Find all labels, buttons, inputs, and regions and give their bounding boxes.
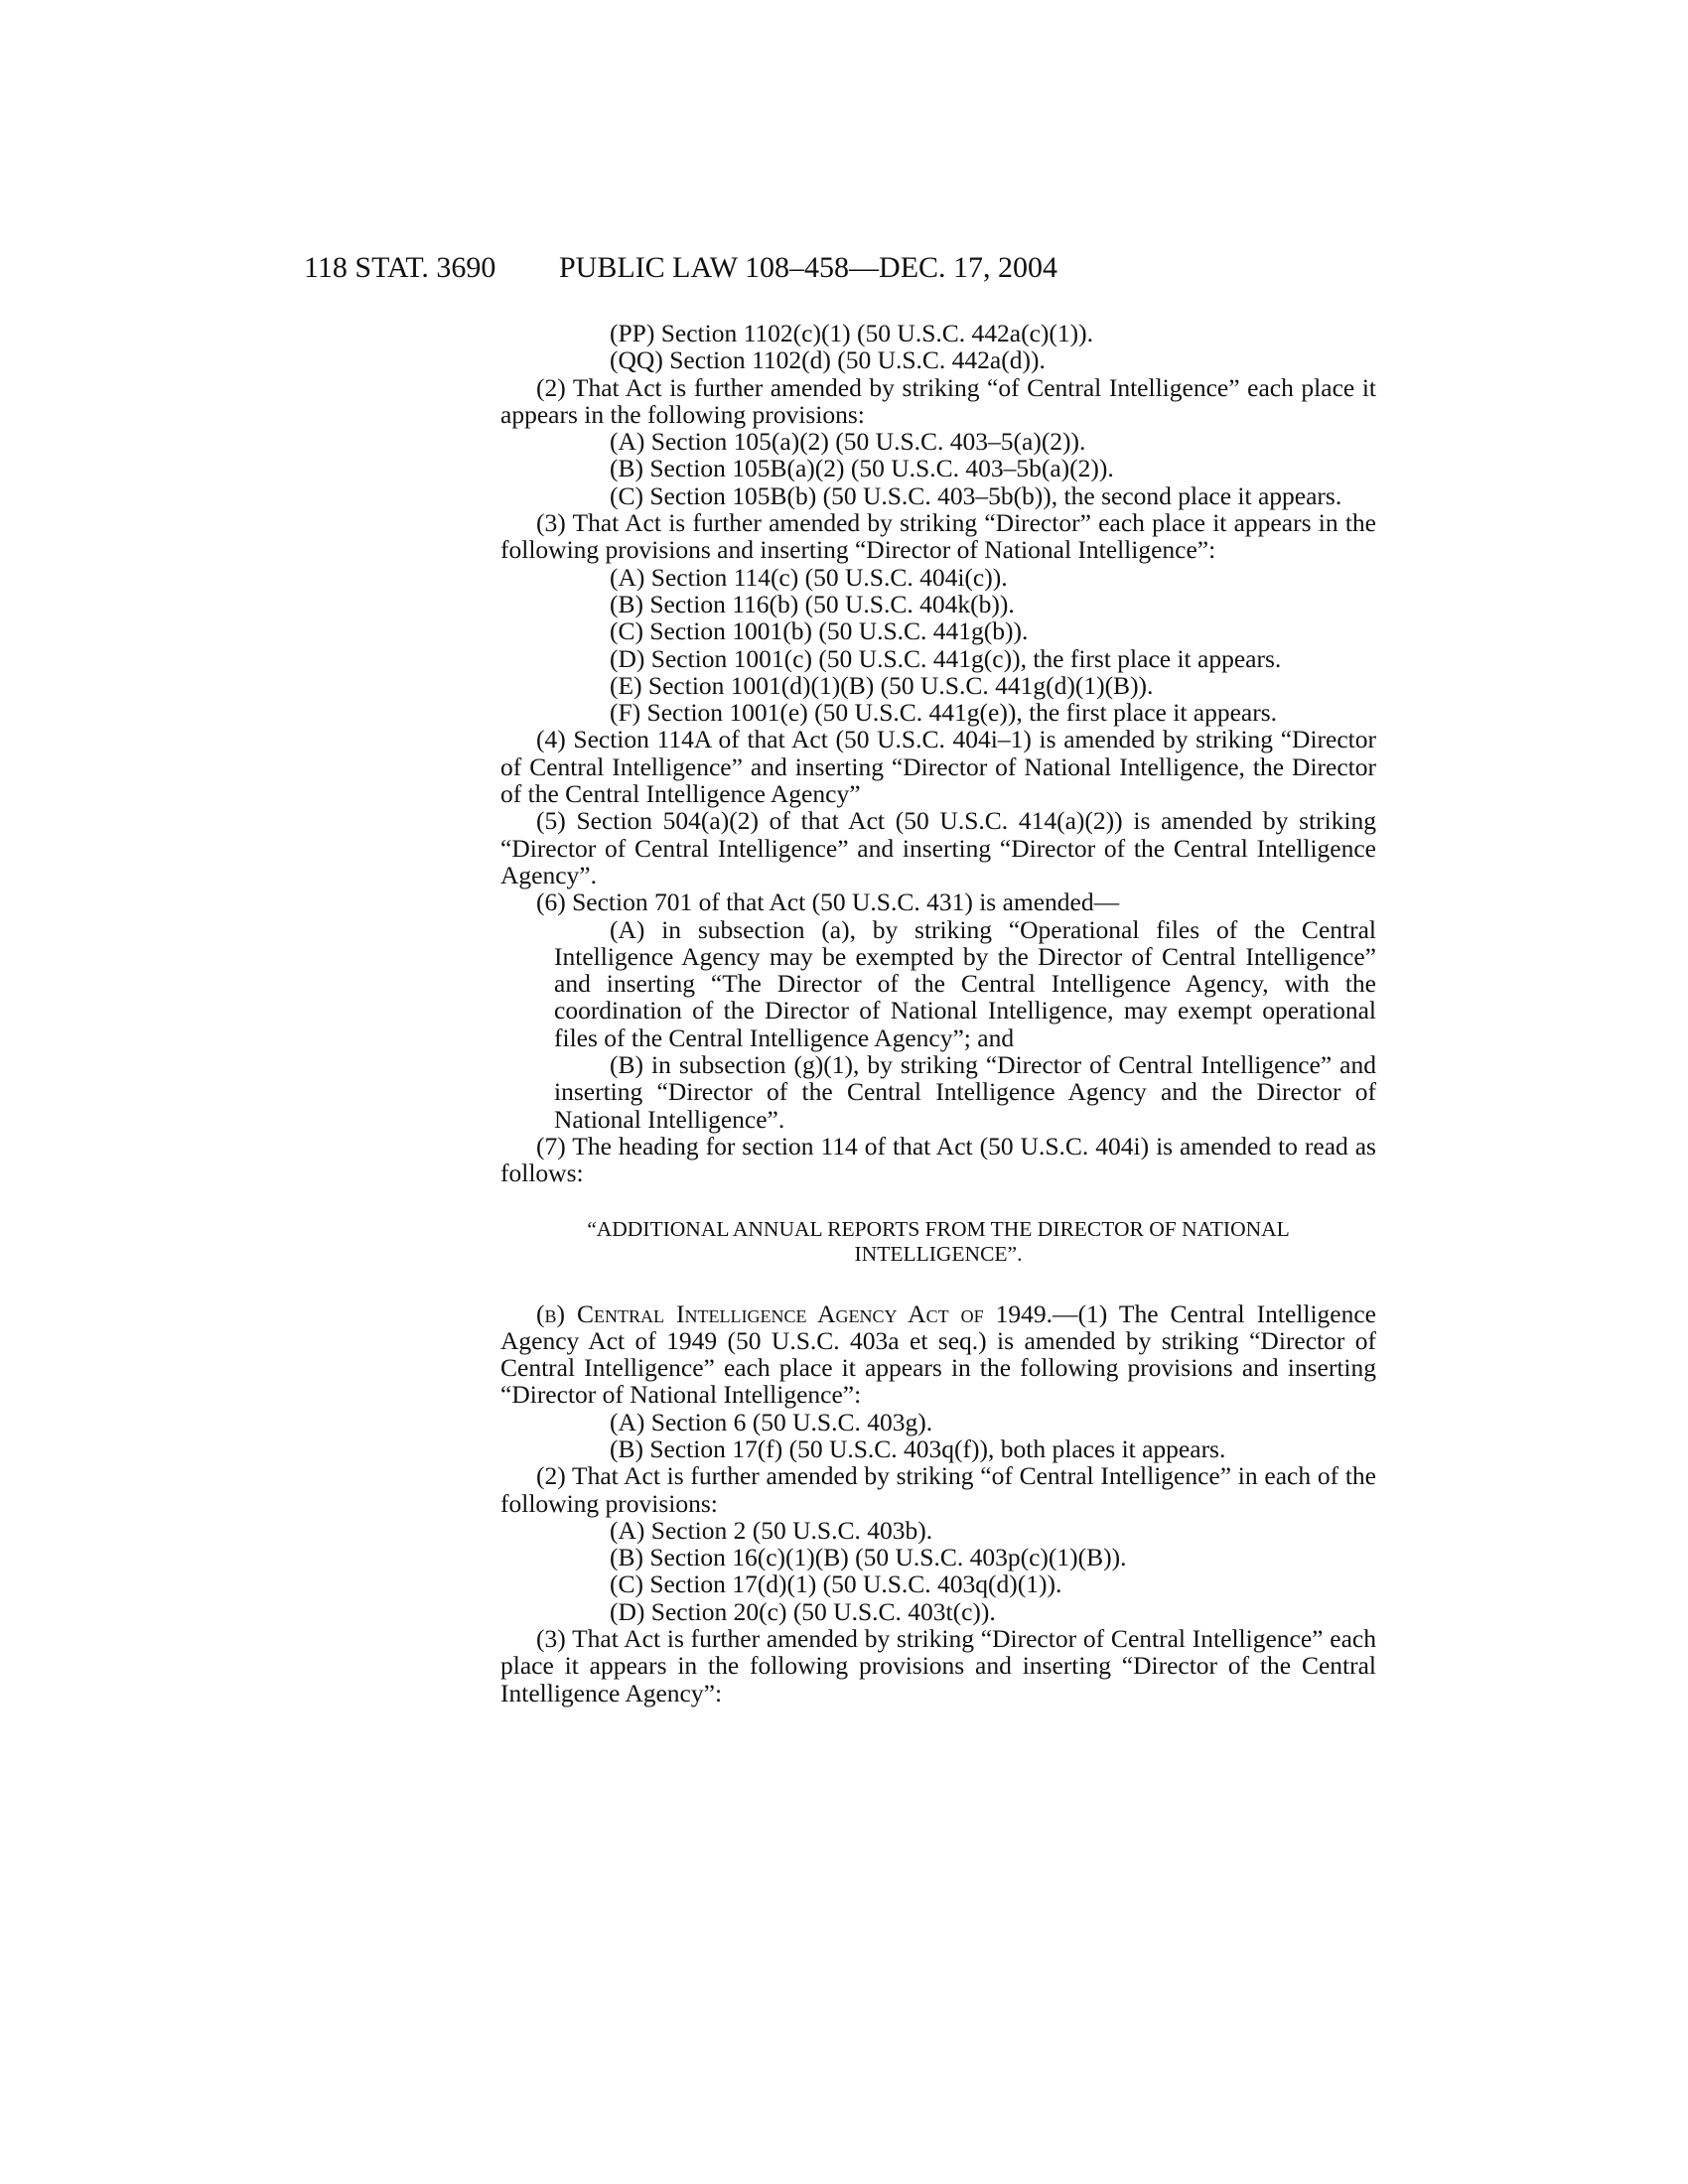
paragraph-b2-D: (D) Section 20(c) (50 U.S.C. 403t(c)). [610,1596,996,1626]
paragraph-a5: (5) Section 504(a)(2) of that Act (50 U.S.C. 414(a)(2)) is amended by striking “Director of Central Intelligence” and inserting “Director of the Central Intelligence Agency”. [500,806,1376,889]
paragraph-b1-A: (A) Section 6 (50 U.S.C. 403g). [610,1407,933,1436]
document-body [500,320,1376,1706]
paragraph-a6-B: (B) in subsection (g)(1), by striking “Director of Central Intelligence” and inserting “Director of the Central Intelligence Agency and the Director of National Intelligence”. [554,1050,1376,1134]
paragraph-a2: (2) That Act is further amended by striking “of Central Intelligence” each place it appears in the following provisions: [500,372,1376,429]
paragraph-a2-B: (B) Section 105B(a)(2) (50 U.S.C. 403–5b(a)(2)). [610,454,1114,483]
paragraph-pp: (PP) Section 1102(c)(1) (50 U.S.C. 442a(c)(1)). [610,319,1093,347]
paragraph-a3: (3) That Act is further amended by striking “Director” each place it appears in the following provisions and inserting “Director of National Intelligence”: [500,508,1376,565]
statute-page-reference: 118 STAT. 3690 [304,251,496,284]
paragraph-a6: (6) Section 701 of that Act (50 U.S.C. 431) is amended— [536,887,1120,917]
section-heading-quote: “ADDITIONAL ANNUAL REPORTS FROM THE DIRECTOR OF NATIONAL INTELLIGENCE”. [587,1216,1290,1266]
paragraph-a6-A: (A) in subsection (a), by striking “Operational files of the Central Intelligence Agency may be exempted by the Director of Central Intelligence” and inserting “The Director of the Central Intelligence Agency, with the coordination of the Director of National Intelligence, may exempt operational files of the Central Intelligence Agency”; and [554,914,1376,1052]
paragraph-a4: (4) Section 114A of that Act (50 U.S.C. 404i–1) is amended by striking “Director of Central Intelligence” and inserting “Director of National Intelligence, the Director of the Central Intelligence Agency” [500,725,1376,809]
paragraph-a2-A: (A) Section 105(a)(2) (50 U.S.C. 403–5(a)(2)). [610,427,1086,457]
paragraph-b3: (3) That Act is further amended by striking “Director of Central Intelligence” each place it appears in the following provisions and inserting “Director of the Central Intelligence Agency”: [500,1624,1376,1707]
paragraph-a3-D: (D) Section 1001(c) (50 U.S.C. 441g(c)), the first place it appears. [610,643,1282,673]
law-title-running-head: PUBLIC LAW 108–458—DEC. 17, 2004 [559,251,1058,284]
paragraph-qq: (QQ) Section 1102(d) (50 U.S.C. 442a(d)). [610,345,1046,375]
paragraph-b2: (2) That Act is further amended by striking “of Central Intelligence” in each of the following provisions: [500,1461,1376,1518]
paragraph-a7: (7) The heading for section 114 of that Act (50 U.S.C. 404i) is amended to read as follows: [500,1131,1376,1188]
paragraph-b1 [500,1300,1376,1409]
paragraph-a2-C: (C) Section 105B(b) (50 U.S.C. 403–5b(b)), the second place it appears. [610,480,1342,510]
paragraph-a3-C: (C) Section 1001(b) (50 U.S.C. 441g(b)). [610,616,1029,646]
paragraph-b2-C: (C) Section 17(d)(1) (50 U.S.C. 403q(d)(1)). [610,1570,1062,1599]
paragraph-a3-F: (F) Section 1001(e) (50 U.S.C. 441g(e)), the first place it appears. [610,698,1278,728]
paragraph-a3-A: (A) Section 114(c) (50 U.S.C. 404i(c)). [610,562,1008,592]
paragraph-a3-B: (B) Section 116(b) (50 U.S.C. 404k(b)). [610,589,1015,618]
paragraph-a3-E: (E) Section 1001(d)(1)(B) (50 U.S.C. 441g(d)(1)(B)). [610,670,1154,700]
page-header [304,248,1376,288]
paragraph-b1-B: (B) Section 17(f) (50 U.S.C. 403q(f)), both places it appears. [610,1433,1226,1463]
subsection-b-caption: (b) Central Intelligence Agency Act of 1949.— [536,1298,1078,1328]
paragraph-b2-A: (A) Section 2 (50 U.S.C. 403b). [610,1515,933,1545]
paragraph-b2-B: (B) Section 16(c)(1)(B) (50 U.S.C. 403p(c)(1)(B)). [610,1543,1127,1572]
paragraph-b1-text: (1) The Central Intelligence Agency Act of 1949 (50 U.S.C. 403a et seq.) is amended by striking “Director of Central Intelligence” each place it appears in the following provisions and inserting “Director of National Intelligence”: [500,1298,1376,1410]
